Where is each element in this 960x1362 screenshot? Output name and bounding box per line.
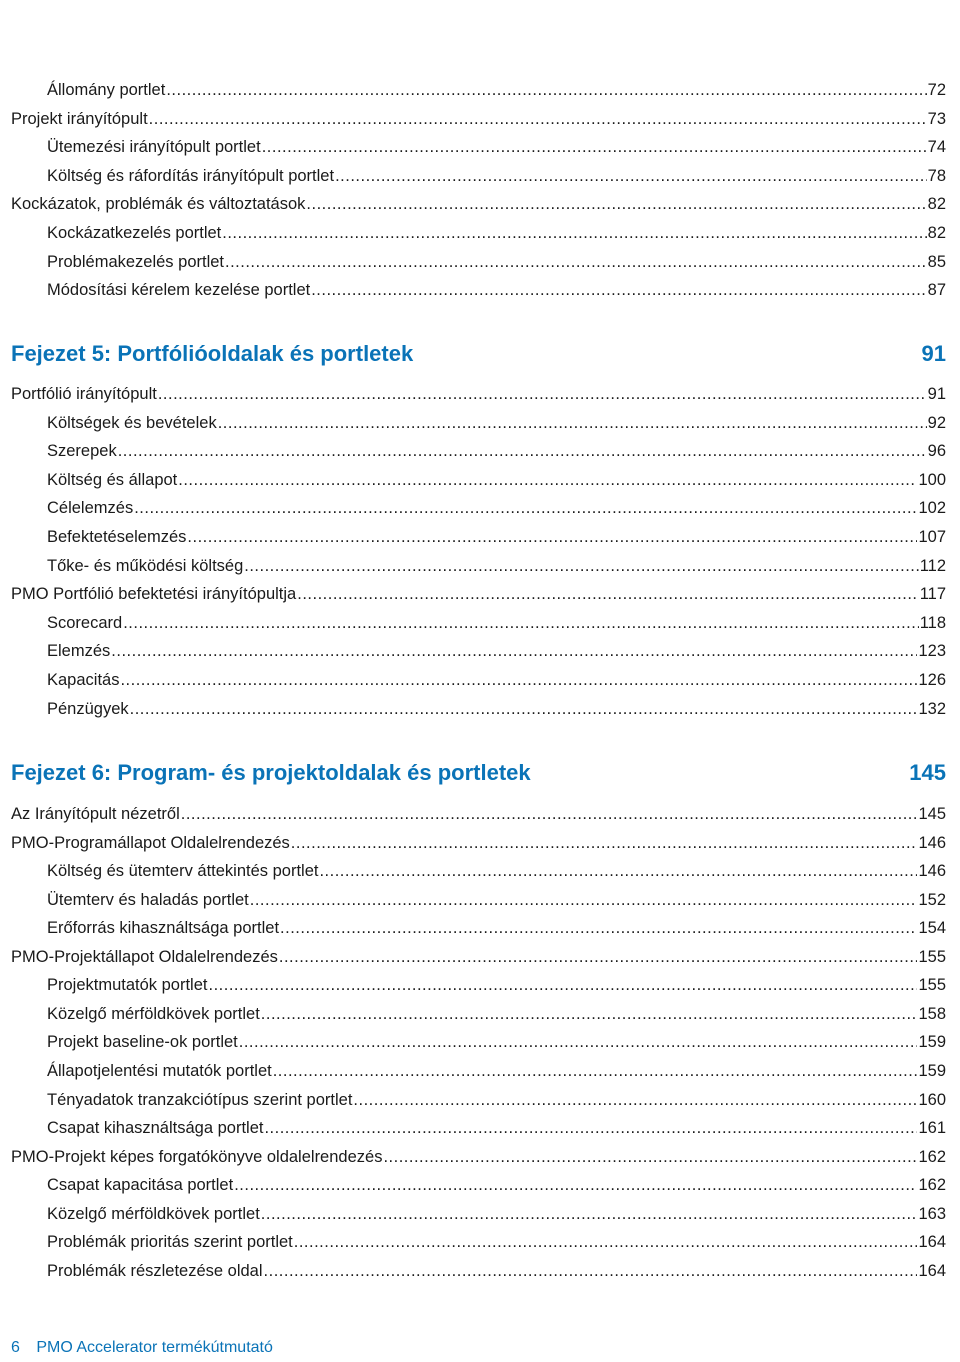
toc-entry[interactable] bbox=[0, 470, 946, 490]
chapter-heading[interactable] bbox=[11, 759, 946, 787]
toc-entry-page: 100 bbox=[918, 470, 946, 489]
toc-entry-page: 73 bbox=[927, 109, 946, 128]
toc-entry-label: Tőke- és működési költség bbox=[47, 556, 244, 575]
toc-entry-label: PMO-Projektállapot Oldalelrendezés bbox=[11, 947, 278, 966]
page-footer bbox=[11, 1339, 273, 1357]
dot-leader bbox=[294, 1232, 918, 1252]
toc-entry[interactable] bbox=[0, 861, 946, 881]
dot-leader bbox=[130, 699, 918, 719]
dot-leader bbox=[273, 1061, 918, 1081]
dot-leader bbox=[262, 137, 927, 157]
toc-entry-label: Tényadatok tranzakciótípus szerint portlet bbox=[47, 1090, 353, 1109]
toc-entry-page: 78 bbox=[927, 166, 946, 185]
toc-entry[interactable] bbox=[0, 413, 946, 433]
toc-entry-label: Állomány portlet bbox=[47, 81, 166, 99]
toc-entry[interactable] bbox=[0, 833, 946, 853]
toc-entry-page: 112 bbox=[919, 556, 946, 575]
toc-entry-label: Állapotjelentési mutatók portlet bbox=[47, 1061, 272, 1080]
toc-entry[interactable] bbox=[0, 166, 946, 186]
toc-entry-label: Közelgő mérföldkövek portlet bbox=[47, 1004, 260, 1023]
toc-entry-label: Problémák részletezése oldal bbox=[47, 1261, 263, 1280]
toc-entry-label: Költség és állapot bbox=[47, 470, 178, 489]
toc-entry[interactable] bbox=[0, 1118, 946, 1138]
toc-entry-page: 118 bbox=[919, 613, 946, 632]
dot-leader bbox=[118, 441, 927, 461]
toc-entry-page: 155 bbox=[918, 976, 946, 995]
chapter-title: Fejezet 6: Program- és projektoldalak és portletek bbox=[11, 760, 531, 785]
toc-entry-page: 132 bbox=[918, 699, 946, 718]
dot-leader bbox=[120, 670, 917, 690]
toc-entry-label: Költségek és bevételek bbox=[47, 413, 217, 432]
toc-entry-label: Portfólió irányítópult bbox=[11, 385, 157, 403]
toc-entry-page: 164 bbox=[918, 1233, 946, 1252]
toc-entry-page: 126 bbox=[918, 671, 946, 689]
toc-entry-page: 159 bbox=[918, 1061, 946, 1080]
toc-entry-label: Elemzés bbox=[47, 642, 111, 661]
toc-entry-page: 152 bbox=[918, 890, 946, 909]
dot-leader bbox=[280, 918, 917, 938]
dot-leader bbox=[297, 584, 918, 604]
footer-title: PMO Accelerator termékútmutató bbox=[36, 1339, 273, 1356]
chapter-page: 91 bbox=[921, 341, 946, 366]
toc-entry-label: Kapacitás bbox=[47, 671, 120, 689]
dot-leader bbox=[279, 947, 918, 967]
chapter-heading[interactable] bbox=[11, 340, 946, 368]
toc-entry-page: 123 bbox=[918, 642, 946, 661]
toc-entry-label: Scorecard bbox=[47, 613, 123, 632]
toc-entry-label: Ütemterv és haladás portlet bbox=[47, 890, 249, 909]
toc-entry[interactable] bbox=[0, 194, 946, 214]
toc-entry[interactable] bbox=[0, 252, 946, 272]
toc-entry-page: 162 bbox=[918, 1176, 946, 1195]
dot-leader bbox=[178, 470, 917, 490]
dot-leader bbox=[335, 166, 927, 186]
toc-entry[interactable] bbox=[0, 1204, 946, 1224]
dot-leader bbox=[306, 194, 926, 214]
toc-entry[interactable] bbox=[0, 670, 946, 690]
dot-leader bbox=[239, 1032, 918, 1052]
toc-entry[interactable] bbox=[0, 1232, 946, 1252]
toc-entry-page: 145 bbox=[918, 805, 946, 823]
toc-entry-page: 161 bbox=[918, 1119, 946, 1138]
toc-entry[interactable] bbox=[0, 223, 946, 243]
dot-leader bbox=[166, 80, 926, 100]
toc-entry-label: Szerepek bbox=[47, 442, 117, 461]
dot-leader bbox=[111, 641, 917, 661]
toc-entry-label: Csapat kihasználtsága portlet bbox=[47, 1119, 264, 1138]
toc-entry[interactable] bbox=[0, 384, 946, 404]
dot-leader bbox=[218, 413, 927, 433]
toc-entry[interactable] bbox=[0, 556, 946, 576]
toc-entry-page: 146 bbox=[918, 833, 946, 852]
toc-entry-label: Kockázatok, problémák és változtatások bbox=[11, 195, 306, 214]
toc-entry[interactable] bbox=[0, 804, 946, 824]
toc-entry[interactable] bbox=[0, 1032, 946, 1052]
toc-entry-label: Költség és ütemterv áttekintés portlet bbox=[47, 862, 319, 881]
footer-page-number: 6 bbox=[11, 1339, 20, 1356]
toc-entry[interactable] bbox=[0, 527, 946, 547]
toc-entry[interactable] bbox=[0, 613, 946, 633]
toc-entry-label: Problémakezelés portlet bbox=[47, 252, 225, 271]
dot-leader bbox=[383, 1147, 917, 1167]
toc-entry-page: 96 bbox=[927, 442, 946, 461]
toc-entry-label: Csapat kapacitása portlet bbox=[47, 1176, 234, 1195]
chapter-page: 145 bbox=[909, 760, 946, 785]
toc-entry-page: 155 bbox=[918, 947, 946, 966]
toc-entry-label: Az Irányítópult nézetről bbox=[11, 805, 180, 823]
toc-entry-label: Közelgő mérföldkövek portlet bbox=[47, 1204, 260, 1223]
toc-entry[interactable] bbox=[0, 699, 946, 719]
dot-leader bbox=[225, 252, 927, 272]
dot-leader bbox=[264, 1118, 917, 1138]
toc-entry[interactable] bbox=[0, 584, 946, 604]
toc-entry[interactable] bbox=[0, 947, 946, 967]
toc-entry[interactable] bbox=[0, 1175, 946, 1195]
toc-entry-page: 92 bbox=[927, 413, 946, 432]
toc-entry-page: 117 bbox=[919, 585, 946, 604]
dot-leader bbox=[149, 109, 927, 129]
toc-entry[interactable] bbox=[0, 890, 946, 910]
toc-entry[interactable] bbox=[0, 441, 946, 461]
toc-entry-page: 72 bbox=[927, 81, 946, 99]
toc-entry-page: 146 bbox=[918, 862, 946, 881]
dot-leader bbox=[353, 1090, 917, 1110]
toc-entry-label: Költség és ráfordítás irányítópult portlet bbox=[47, 166, 335, 185]
toc-entry-page: 102 bbox=[918, 499, 946, 518]
toc-entry[interactable] bbox=[0, 1147, 946, 1167]
toc-entry-label: Módosítási kérelem kezelése portlet bbox=[47, 281, 311, 300]
toc-entry[interactable] bbox=[0, 80, 946, 100]
dot-leader bbox=[209, 975, 918, 995]
toc-entry-page: 85 bbox=[927, 252, 946, 271]
toc-entry-label: Kockázatkezelés portlet bbox=[47, 224, 222, 242]
toc-entry-page: 164 bbox=[918, 1261, 946, 1280]
toc-entry-page: 160 bbox=[918, 1090, 946, 1109]
toc-entry-page: 91 bbox=[927, 385, 946, 403]
toc-entry-page: 107 bbox=[918, 528, 946, 546]
toc-entry-label: PMO-Programállapot Oldalelrendezés bbox=[11, 833, 290, 852]
dot-leader bbox=[181, 804, 918, 824]
dot-leader bbox=[158, 384, 927, 404]
toc-entry[interactable] bbox=[0, 109, 946, 129]
toc-entry-label: Pénzügyek bbox=[47, 699, 129, 718]
chapter-title: Fejezet 5: Portfólióoldalak és portletek bbox=[11, 341, 414, 366]
toc-entry[interactable] bbox=[0, 918, 946, 938]
dot-leader bbox=[264, 1261, 918, 1281]
dot-leader bbox=[222, 223, 926, 243]
toc-entry[interactable] bbox=[0, 641, 946, 661]
toc-entry-label: Problémák prioritás szerint portlet bbox=[47, 1233, 293, 1252]
dot-leader bbox=[244, 556, 918, 576]
toc-entry-page: 162 bbox=[918, 1147, 946, 1166]
toc-entry-page: 74 bbox=[927, 138, 946, 157]
toc-entry-page: 159 bbox=[918, 1033, 946, 1052]
toc-entry-label: Befektetéselemzés bbox=[47, 528, 187, 546]
toc-entry[interactable] bbox=[0, 137, 946, 157]
toc-entry-page: 82 bbox=[927, 224, 946, 242]
dot-leader bbox=[261, 1204, 918, 1224]
toc-entry-label: Projektmutatók portlet bbox=[47, 976, 208, 995]
toc-entry[interactable] bbox=[0, 498, 946, 518]
toc-entry-page: 87 bbox=[927, 281, 946, 300]
toc-entry[interactable] bbox=[0, 1004, 946, 1024]
dot-leader bbox=[134, 498, 917, 518]
toc-entry-page: 154 bbox=[918, 919, 946, 938]
toc-entry[interactable] bbox=[0, 280, 946, 300]
toc-entry-label: PMO-Projekt képes forgatókönyve oldalelrendezés bbox=[11, 1147, 383, 1166]
dot-leader bbox=[261, 1004, 918, 1024]
dot-leader bbox=[319, 861, 917, 881]
toc-entry-label: Ütemezési irányítópult portlet bbox=[47, 138, 261, 157]
dot-leader bbox=[187, 527, 917, 547]
dot-leader bbox=[250, 890, 918, 910]
dot-leader bbox=[123, 613, 918, 633]
toc-entry-page: 163 bbox=[918, 1204, 946, 1223]
toc-entry-label: Projekt baseline-ok portlet bbox=[47, 1033, 238, 1052]
toc-entry-page: 82 bbox=[927, 195, 946, 214]
dot-leader bbox=[234, 1175, 917, 1195]
toc-entry-page: 158 bbox=[918, 1004, 946, 1023]
toc-entry-label: Célelemzés bbox=[47, 499, 134, 518]
toc-entry-label: Projekt irányítópult bbox=[11, 109, 148, 128]
dot-leader bbox=[291, 833, 918, 853]
toc-entry[interactable] bbox=[0, 1261, 946, 1281]
toc-entry[interactable] bbox=[0, 1061, 946, 1081]
toc-entry[interactable] bbox=[0, 975, 946, 995]
toc-entry-label: PMO Portfólió befektetési irányítópultja bbox=[11, 585, 297, 604]
toc-entry-label: Erőforrás kihasználtsága portlet bbox=[47, 919, 280, 938]
dot-leader bbox=[311, 280, 926, 300]
toc-entry[interactable] bbox=[0, 1090, 946, 1110]
